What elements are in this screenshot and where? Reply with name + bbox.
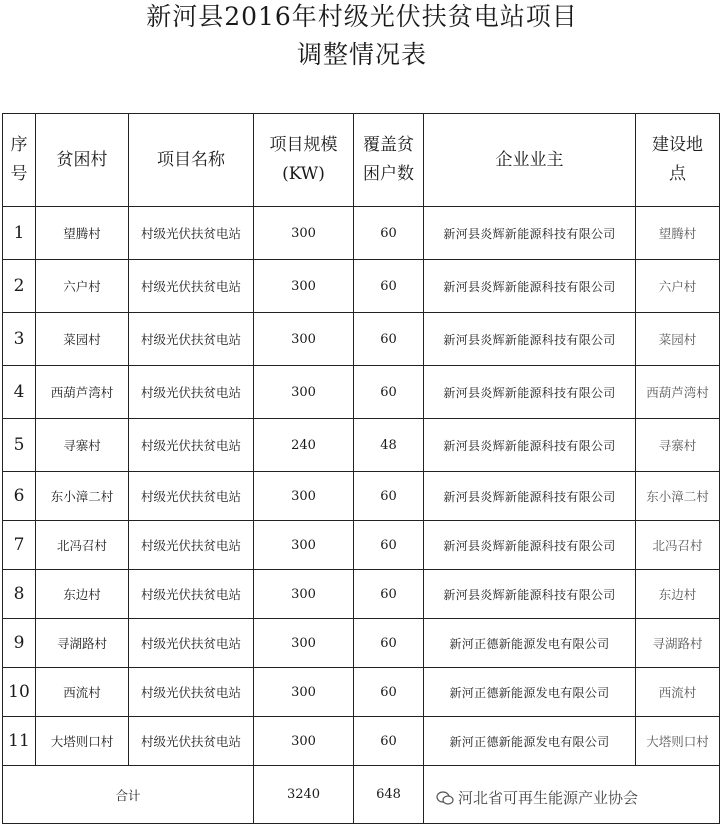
- row-scale: 300: [254, 619, 354, 668]
- row-site: 西流村: [636, 668, 720, 717]
- row-households: 60: [354, 366, 424, 419]
- table-row: [3, 570, 720, 619]
- row-index: 2: [3, 260, 36, 313]
- header-row: [3, 114, 720, 207]
- row-site: 菜园村: [636, 313, 720, 366]
- table-row: [3, 472, 720, 521]
- watermark: [432, 785, 642, 810]
- row-scale: 300: [254, 570, 354, 619]
- row-scale: 300: [254, 260, 354, 313]
- row-owner: 新河县炎辉新能源科技有限公司: [424, 366, 636, 419]
- row-site: 寻湖路村: [636, 619, 720, 668]
- row-owner: 新河县炎辉新能源科技有限公司: [424, 521, 636, 570]
- row-households: 60: [354, 668, 424, 717]
- row-project-name: 村级光伏扶贫电站: [129, 717, 254, 766]
- row-index: 3: [3, 313, 36, 366]
- row-households: 60: [354, 207, 424, 260]
- row-index: 5: [3, 419, 36, 472]
- row-owner: 新河正德新能源发电有限公司: [424, 717, 636, 766]
- row-site: 东边村: [636, 570, 720, 619]
- table-row: [3, 521, 720, 570]
- header-scale: 项目规模 (KW): [254, 114, 354, 207]
- table-row: [3, 313, 720, 366]
- row-households: 60: [354, 472, 424, 521]
- row-households: 48: [354, 419, 424, 472]
- row-owner: 新河县炎辉新能源科技有限公司: [424, 570, 636, 619]
- row-site: 六户村: [636, 260, 720, 313]
- header-owner: 企业业主: [424, 114, 636, 207]
- row-site: 寻寨村: [636, 419, 720, 472]
- table-row: [3, 260, 720, 313]
- table-row: [3, 207, 720, 260]
- total-scale: 3240: [254, 766, 354, 824]
- row-site: 西葫芦湾村: [636, 366, 720, 419]
- row-village: 六户村: [36, 260, 129, 313]
- row-scale: 300: [254, 472, 354, 521]
- row-owner: 新河县炎辉新能源科技有限公司: [424, 260, 636, 313]
- project-table: [2, 113, 720, 824]
- row-index: 4: [3, 366, 36, 419]
- row-index: 11: [3, 717, 36, 766]
- row-owner: 新河正德新能源发电有限公司: [424, 668, 636, 717]
- row-households: 60: [354, 717, 424, 766]
- row-scale: 240: [254, 419, 354, 472]
- row-scale: 300: [254, 521, 354, 570]
- row-index: 8: [3, 570, 36, 619]
- row-project-name: 村级光伏扶贫电站: [129, 366, 254, 419]
- table-row: [3, 419, 720, 472]
- row-village: 东边村: [36, 570, 129, 619]
- row-index: 10: [3, 668, 36, 717]
- row-village: 西流村: [36, 668, 129, 717]
- row-scale: 300: [254, 717, 354, 766]
- document-title: 新河县2016年村级光伏扶贫电站项目: [146, 2, 578, 31]
- row-project-name: 村级光伏扶贫电站: [129, 570, 254, 619]
- header-village: 贫困村: [36, 114, 129, 207]
- row-project-name: 村级光伏扶贫电站: [129, 207, 254, 260]
- header-index: 序 号: [3, 114, 36, 207]
- table-row: [3, 366, 720, 419]
- wechat-icon: [436, 791, 454, 805]
- row-households: 60: [354, 521, 424, 570]
- header-site: 建设地 点: [636, 114, 720, 207]
- row-project-name: 村级光伏扶贫电站: [129, 313, 254, 366]
- row-owner: 新河县炎辉新能源科技有限公司: [424, 313, 636, 366]
- row-project-name: 村级光伏扶贫电站: [129, 619, 254, 668]
- row-owner: 新河县炎辉新能源科技有限公司: [424, 207, 636, 260]
- row-project-name: 村级光伏扶贫电站: [129, 419, 254, 472]
- header-households: 覆盖贫 困户数: [354, 114, 424, 207]
- row-scale: 300: [254, 207, 354, 260]
- watermark-text: 河北省可再生能源产业协会: [458, 789, 639, 807]
- table-row: [3, 668, 720, 717]
- row-households: 60: [354, 619, 424, 668]
- row-village: 望腾村: [36, 207, 129, 260]
- row-scale: 300: [254, 366, 354, 419]
- header-project-name: 项目名称: [129, 114, 254, 207]
- row-village: 北冯召村: [36, 521, 129, 570]
- row-village: 东小漳二村: [36, 472, 129, 521]
- row-owner: 新河县炎辉新能源科技有限公司: [424, 472, 636, 521]
- row-scale: 300: [254, 668, 354, 717]
- row-site: 东小漳二村: [636, 472, 720, 521]
- row-project-name: 村级光伏扶贫电站: [129, 521, 254, 570]
- row-index: 7: [3, 521, 36, 570]
- row-index: 1: [3, 207, 36, 260]
- row-village: 寻寨村: [36, 419, 129, 472]
- total-label: 合计: [3, 766, 254, 824]
- table-row: [3, 717, 720, 766]
- row-households: 60: [354, 570, 424, 619]
- row-scale: 300: [254, 313, 354, 366]
- row-households: 60: [354, 260, 424, 313]
- row-index: 9: [3, 619, 36, 668]
- row-village: 寻湖路村: [36, 619, 129, 668]
- row-site: 北冯召村: [636, 521, 720, 570]
- row-project-name: 村级光伏扶贫电站: [129, 472, 254, 521]
- row-village: 大塔则口村: [36, 717, 129, 766]
- row-project-name: 村级光伏扶贫电站: [129, 260, 254, 313]
- row-index: 6: [3, 472, 36, 521]
- table-row: [3, 619, 720, 668]
- row-households: 60: [354, 313, 424, 366]
- document-subtitle: 调整情况表: [296, 40, 427, 69]
- total-households: 648: [354, 766, 424, 824]
- row-site: 大塔则口村: [636, 717, 720, 766]
- row-project-name: 村级光伏扶贫电站: [129, 668, 254, 717]
- row-site: 望腾村: [636, 207, 720, 260]
- row-village: 菜园村: [36, 313, 129, 366]
- row-owner: 新河正德新能源发电有限公司: [424, 619, 636, 668]
- row-village: 西葫芦湾村: [36, 366, 129, 419]
- row-owner: 新河县炎辉新能源科技有限公司: [424, 419, 636, 472]
